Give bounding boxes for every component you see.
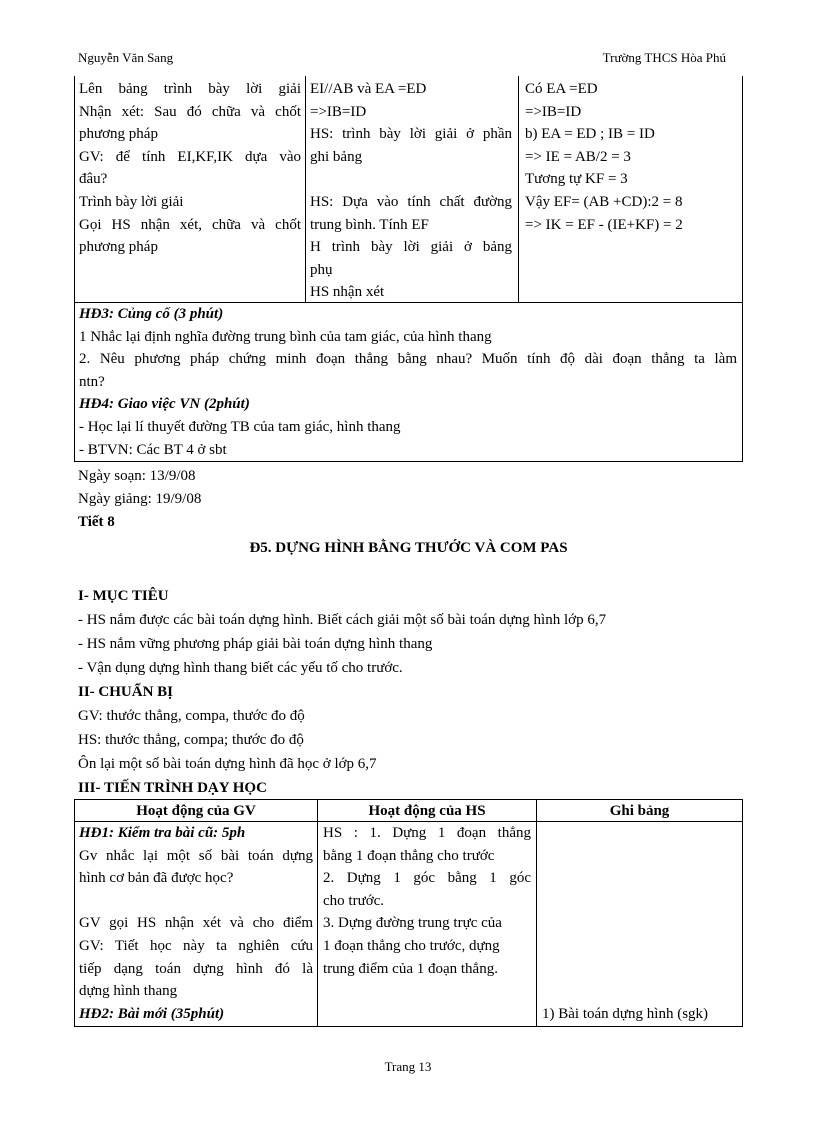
top-col-hs: EI//AB và EA =ED =>IB=ID HS: trình bày lời giải ở phần ghi bảng HS: Dựa vào tính chất đường trung bình. Tính EF H trình bày lời giải ở bảng phụ HS nhận xét [310,81,512,301]
header-author: Nguyễn Văn Sang [78,50,174,65]
hd3-block: HĐ3: Củng cố (3 phút) 1 Nhắc lại định nghĩa đường trung bình của tam giác, của hình thang 2. Nêu phương pháp chứng minh đoạn thẳng bằng nhau? Muốn tính độ dài đoạn thẳng ta làm ntn? HĐ4: Giao việc VN (2phút) - Học lại lí thuyết đường TB của tam giác, hình thang - BTVN: Các BT 4 ở sbt [79,303,737,461]
hd3-title: HĐ3: Củng cố (3 phút) [79,306,224,322]
hd4-title: HĐ4: Giao việc VN (2phút) [79,396,250,413]
col-header-ghibang: Ghi bảng [609,803,670,819]
top-col-gv: Lên bảng trình bày lời giải Nhận xét: Sau đó chữa và chốt phương pháp GV: để tính EI,KF,IK dựa vào đâu? Trình bày lời giải Gọi HS nhận xét, chữa và chốt phương pháp [79,81,301,256]
lesson-title: Đ5. DỰNG HÌNH BẰNG THƯỚC VÀ COM PAS [249,540,568,556]
section1-item: - Vận dụng dựng hình thang biết các yếu tố cho trước. [78,660,403,676]
col-header-gv: Hoạt động của GV [136,803,256,819]
top-col-ghibang: Có EA =ED =>IB=ID b) EA = ED ; IB = ID => IE = AB/2 = 3 Tương tự KF = 3 Vậy EF= (AB +CD):2 = 8 => IK = EF - (IE+KF) = 2 [525,81,683,233]
section3-heading: III- TIẾN TRÌNH DẠY HỌC [78,780,267,796]
section2-item: HS: thước thẳng, compa; thước đo độ [78,732,304,748]
hd1-title: HĐ1: Kiểm tra bài cũ: 5ph [79,825,246,841]
ngay-giang: Ngày giảng: 19/9/08 [78,491,202,507]
header-school: Trường THCS Hòa Phú [602,50,726,65]
section2-item: Ôn lại một số bài toán dựng hình đã học ở lớp 6,7 [78,756,377,772]
section1-item: - HS nắm vững phương pháp giải bài toán dựng hình thang [78,636,433,652]
section2-item: GV: thước thẳng, compa, thước đo độ [78,708,305,724]
section1-item: - HS nắm được các bài toán dựng hình. Biết cách giải một số bài toán dựng hình lớp 6,7 [78,612,607,628]
col-header-hs: Hoạt động của HS [368,803,486,819]
bottom-col-ghibang: 1) Bài toán dựng hình (sgk) [542,1006,709,1022]
bottom-col-hs: HS : 1. Dựng 1 đoạn thẳng bằng 1 đoạn thẳng cho trước 2. Dựng 1 góc bằng 1 góc cho trước. 3. Dựng đường trung trực của 1 đoạn thẳng cho trước, dựng trung điểm của 1 đoạn thẳng. [323,825,531,977]
bottom-col-gv: HĐ1: Kiểm tra bài cũ: 5ph Gv nhắc lại một số bài toán dựng hình cơ bản đã được học? GV gọi HS nhận xét và cho điểm GV: Tiết học này ta nghiên cứu tiếp dạng toán dựng hình đó là dựng hình thang HĐ2: Bài mới (35phút) [79,822,313,1025]
tiet: Tiết 8 [78,514,115,530]
section1-heading: I- MỤC TIÊU [78,588,169,604]
hd2-title: HĐ2: Bài mới (35phút) [79,1005,225,1022]
page-number: Trang 13 [384,1059,432,1074]
ngay-soan: Ngày soạn: 13/9/08 [78,468,196,484]
section2-heading: II- CHUẨN BỊ [78,684,174,700]
